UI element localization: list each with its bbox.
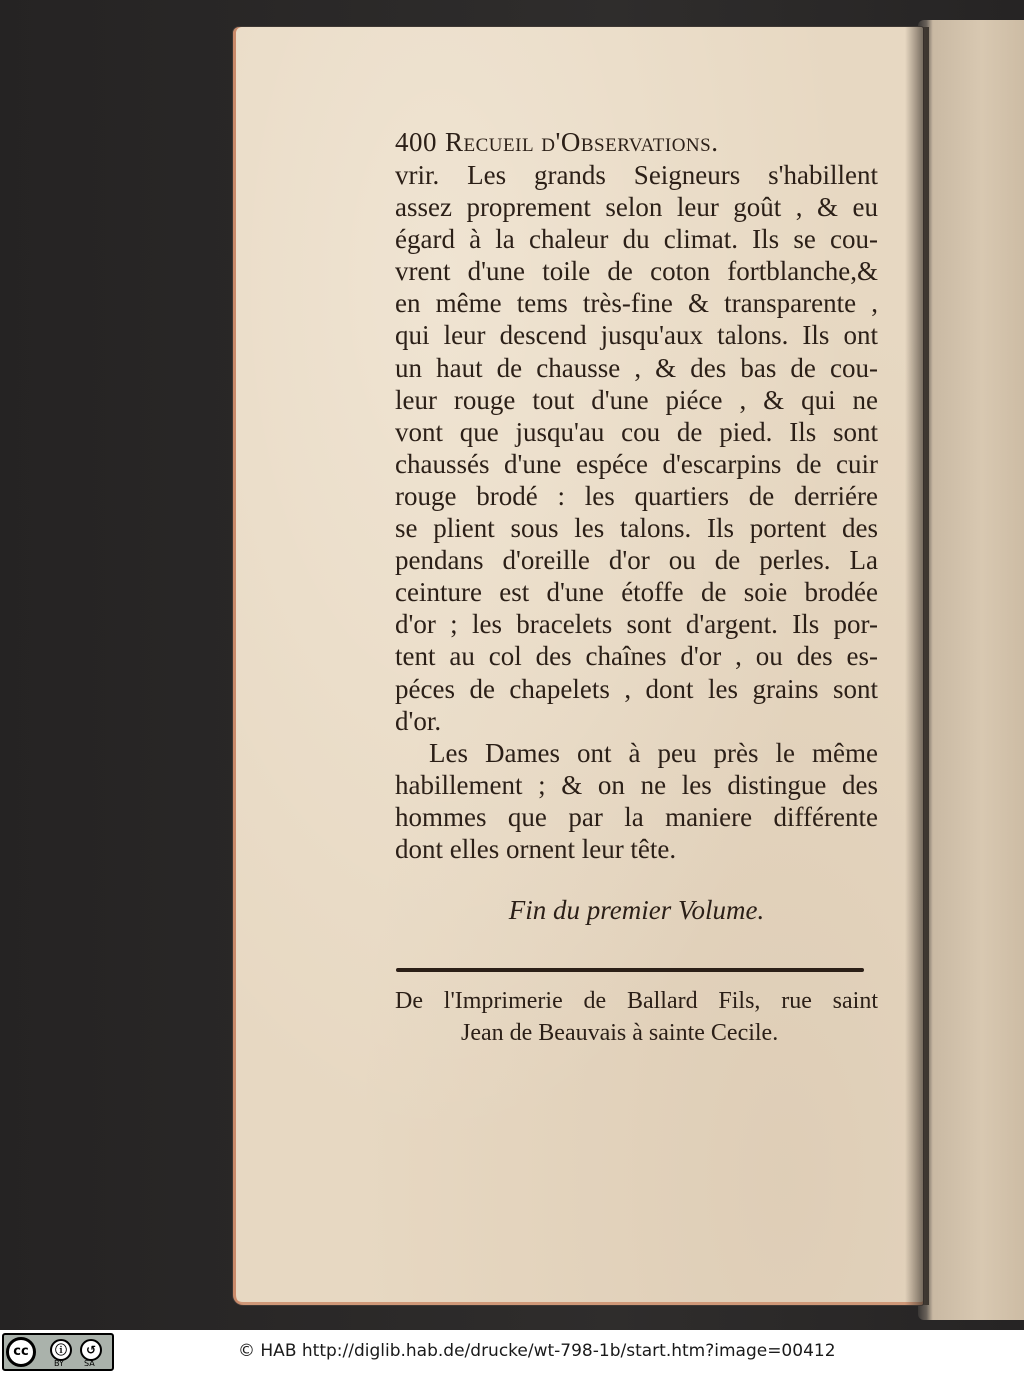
text-line: vont que jusqu'au cou de pied. Ils sont [395, 416, 878, 447]
text-line: en même tems très-fine & transparente , [395, 288, 878, 319]
text-line: pendans d'oreille d'or ou de perles. La [395, 545, 878, 576]
copyright-link[interactable]: © HAB http://diglib.hab.de/drucke/wt-798-1b/start.htm?image=00412 [238, 1341, 836, 1361]
page-number: 400 [395, 127, 437, 157]
printer-imprint [395, 985, 878, 1049]
text-line: d'or ; les bracelets sont d'argent. Ils por- [395, 609, 878, 640]
cc-icon: cc [6, 1337, 36, 1367]
by-icon: ⓘ [50, 1339, 72, 1361]
cc-license-badge[interactable] [2, 1333, 114, 1371]
text-line: dont elles ornent leur tête. [395, 833, 677, 864]
running-head [395, 125, 878, 159]
text-line: chaussés d'une espéce d'escarpins de cuir [395, 448, 878, 479]
text-line: vrent d'une toile de coton fortblanche,& [395, 256, 878, 287]
page-text [395, 125, 878, 865]
text-line: ceinture est d'une étoffe de soie brodée [395, 577, 878, 608]
text-line: habillement ; & on ne les distingue des [395, 769, 878, 800]
text-line: péces de chapelets , dont les grains sont [395, 673, 878, 704]
text-line: hommes que par la maniere différente [395, 801, 878, 832]
text-line: Les Dames ont à peu près le même [429, 737, 878, 768]
text-line: vrir. Les grands Seigneurs s'habillent [395, 160, 878, 190]
facing-page-edge [918, 20, 1024, 1320]
imprint-line-1: De l'Imprimerie de Ballard Fils, rue saint [395, 988, 878, 1014]
imprint-line-2: Jean de Beauvais à sainte Cecile. [461, 1020, 779, 1046]
text-line: assez proprement selon leur goût , & eu [395, 192, 878, 223]
finis-line: Fin du premier Volume. [508, 895, 765, 925]
text-line: un haut de chausse , & des bas de cou- [395, 352, 878, 383]
sa-icon: ↺ [80, 1339, 102, 1361]
text-line: se plient sous les talons. Ils portent des [395, 513, 878, 544]
text-line: qui leur descend jusqu'aux talons. Ils ont [395, 320, 878, 351]
text-line: tent au col des chaînes d'or , ou des es- [395, 641, 878, 672]
running-title: Recueil d'Observations. [445, 127, 719, 157]
by-label: BY [54, 1359, 64, 1368]
text-line: rouge brodé : les quartiers de derriére [395, 480, 878, 511]
text-line: égard à la chaleur du climat. Ils se cou- [395, 224, 878, 255]
divider-rule [396, 968, 864, 972]
gutter-shadow [905, 27, 929, 1305]
sa-label: SA [84, 1359, 95, 1368]
text-line: leur rouge tout d'une piéce , & qui ne [395, 384, 878, 415]
text-line: d'or. [395, 705, 442, 736]
